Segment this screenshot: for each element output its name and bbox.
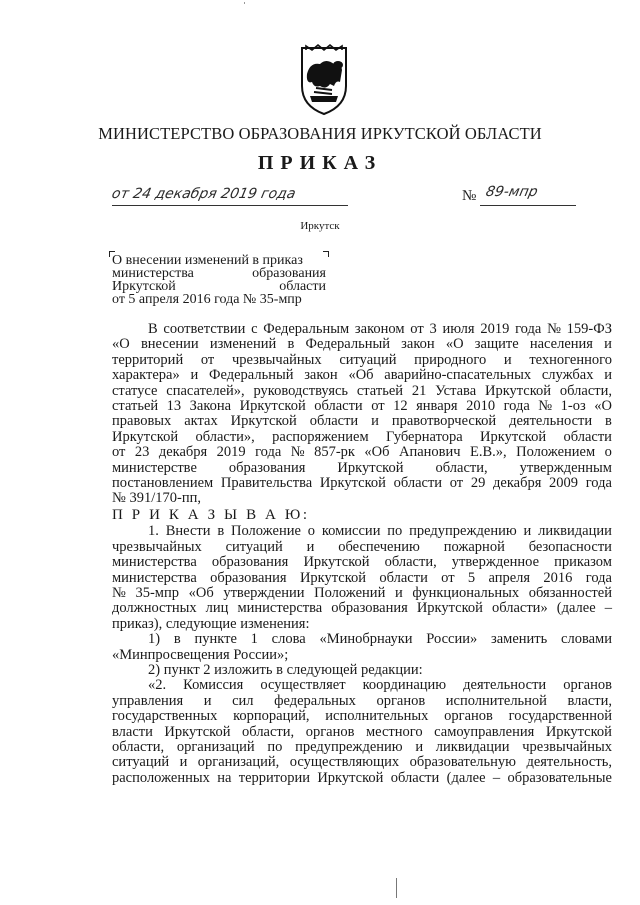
body-line — [112, 384, 612, 399]
body-word: аварийно-спасательных — [384, 367, 532, 384]
body-word: правотворческой — [391, 413, 497, 430]
body-word: образовательные — [507, 769, 612, 786]
body-word: сил — [232, 692, 254, 709]
body-line — [112, 771, 612, 786]
body-word: утвержденное — [451, 554, 540, 571]
body-word: области — [563, 428, 612, 445]
body-word: предупреждению — [295, 738, 403, 755]
body-word: территории — [238, 769, 310, 786]
body-word: – — [604, 600, 612, 617]
body-word: 2010 — [466, 398, 496, 415]
body-word: области, — [384, 554, 437, 571]
body-word: расположенных — [112, 769, 210, 786]
body-line — [112, 740, 612, 755]
body-word: Закона — [189, 398, 232, 415]
body-word: государственной — [508, 708, 612, 725]
body-word: Иркутской — [337, 459, 404, 476]
body-line — [112, 430, 612, 445]
body-word: Иркутской — [239, 398, 306, 415]
body-word: соответствии — [163, 321, 246, 337]
body-word: чрезвычайных — [112, 538, 202, 555]
body-word: утвержденным — [519, 459, 612, 476]
body-line — [112, 445, 612, 460]
body-word: образования — [331, 600, 408, 617]
body-word: органов — [305, 723, 355, 740]
body-word: статьей — [112, 398, 159, 415]
body-word: 3 — [429, 321, 437, 337]
body-word: и — [415, 738, 424, 755]
body-word: области — [393, 475, 443, 492]
body-word: осуществляет — [260, 677, 346, 694]
body-word: (далее — [556, 600, 596, 617]
body-word: Иркутской — [303, 554, 370, 571]
body-word: утверждении — [223, 584, 305, 601]
body-word: 1 — [250, 631, 258, 648]
body-line — [112, 586, 612, 601]
body-word: на — [217, 769, 232, 786]
body-word: координацию — [362, 677, 447, 694]
city-name: Иркутск — [300, 220, 340, 232]
body-word: территорий — [112, 351, 184, 368]
body-word: области», — [195, 428, 255, 445]
body-word: Иркутской — [164, 723, 231, 740]
body-word: и — [190, 367, 199, 384]
body-word: законом — [354, 321, 405, 337]
body-line — [112, 709, 612, 724]
body-word: декабря — [493, 475, 542, 492]
body-word: года — [515, 321, 542, 337]
number-label: № — [462, 188, 477, 204]
body-word: руководствуясь — [253, 382, 349, 399]
body-line — [112, 571, 612, 586]
body-line — [112, 491, 612, 506]
handwritten-date: от 24 декабря 2019 года — [110, 186, 298, 202]
body-word: в — [605, 413, 612, 430]
body-word: пожарной — [443, 538, 505, 555]
body-line — [112, 476, 612, 491]
body-line — [112, 617, 612, 632]
body-word: по — [267, 738, 283, 755]
body-word: Иркутской — [299, 569, 367, 586]
body-word: и — [503, 351, 512, 368]
body-word: года — [585, 475, 612, 492]
body-line — [112, 399, 612, 414]
body-word: техногенного — [529, 351, 612, 368]
body-word: по — [387, 523, 403, 540]
body-line — [112, 353, 612, 368]
body-word: № — [547, 321, 561, 337]
body-word: Правительства — [220, 475, 313, 492]
body-word: органов — [563, 677, 612, 694]
body-word: закон — [304, 367, 338, 384]
body-word: от — [200, 351, 215, 368]
body-word: статьей — [356, 382, 404, 399]
body-word: актах — [184, 413, 218, 430]
body-word: области — [379, 569, 428, 586]
body-word: области — [309, 413, 359, 430]
body-word: должностных — [112, 600, 197, 617]
body-word: от — [371, 398, 385, 415]
body-line — [112, 461, 612, 476]
body-word: министерстве — [112, 459, 197, 476]
body-word: власти — [112, 723, 153, 740]
order-body — [112, 322, 612, 786]
body-word: 1) — [148, 631, 161, 648]
body-word: Иркутской — [112, 428, 179, 445]
body-line — [112, 337, 612, 352]
body-word: Федеральный — [305, 336, 390, 353]
body-word: России» — [426, 631, 478, 648]
body-word: населения — [529, 336, 593, 353]
body-word: органов — [376, 692, 426, 709]
body-word: от — [112, 444, 126, 461]
body-word: Иркутской — [319, 475, 386, 492]
body-word: функциональных — [412, 584, 520, 601]
body-word: года — [255, 444, 282, 461]
body-word: Е.В.», — [470, 444, 507, 461]
body-word: чрезвычайных — [522, 738, 612, 755]
body-word: Иркутской — [230, 413, 297, 430]
body-word: ликвидации — [538, 523, 612, 540]
body-word: Иркутской — [317, 769, 384, 786]
body-line — [112, 524, 612, 539]
body-line — [112, 322, 612, 337]
body-word: закон — [401, 336, 435, 353]
body-word: чрезвычайных — [231, 351, 322, 368]
body-word: министерства — [112, 569, 197, 586]
body-line — [112, 755, 612, 770]
body-word: Положение — [231, 523, 301, 540]
body-word: Комиссия — [183, 677, 244, 694]
body-word: области, — [559, 382, 612, 399]
body-word: ситуаций — [112, 754, 170, 771]
body-word: заменить — [491, 631, 548, 648]
number-field — [480, 184, 576, 210]
body-word: и — [523, 523, 532, 540]
body-word: Федеральный — [209, 367, 294, 384]
scan-mark — [396, 878, 397, 898]
body-word: 1-оз — [560, 398, 586, 415]
body-word: от — [449, 475, 464, 492]
body-word: Внести — [165, 523, 211, 540]
body-word: управления — [112, 692, 184, 709]
body-word: года — [503, 398, 530, 415]
body-word: (далее — [446, 769, 486, 786]
body-word: области, — [242, 723, 295, 740]
handwritten-number: 89-мпр — [484, 184, 540, 200]
number-underline — [480, 205, 576, 206]
body-line — [112, 601, 612, 616]
body-word: осуществляющих — [289, 754, 400, 771]
body-word: исполнительных — [325, 708, 429, 725]
body-word: изменений — [209, 336, 277, 353]
body-word: 2019 — [216, 444, 246, 461]
body-line-text: «Минпросвещения России»; — [112, 646, 289, 663]
body-word: и — [306, 538, 315, 555]
body-line-text: приказ), следующие изменения: — [112, 615, 310, 632]
coat-of-arms-icon — [292, 40, 356, 116]
date-underline — [112, 205, 348, 206]
body-word: апреля — [488, 569, 531, 586]
body-word: области, — [435, 459, 488, 476]
body-line — [112, 725, 612, 740]
body-word: 5 — [467, 569, 476, 586]
body-word: спасателей», — [166, 382, 245, 399]
body-word: «О — [445, 336, 464, 353]
body-word: образования — [211, 554, 289, 571]
body-word: Иркутской — [484, 382, 552, 399]
body-word: пункте — [194, 631, 237, 648]
body-word: и — [179, 754, 188, 771]
body-word: корпораций, — [233, 708, 310, 725]
body-word: власти, — [567, 692, 612, 709]
body-word: правовых — [112, 413, 172, 430]
body-word: Устава — [435, 382, 477, 399]
body-word: Положением — [516, 444, 596, 461]
subject-line: Иркутской области — [112, 279, 326, 294]
body-word: и — [604, 367, 612, 384]
body-word: в — [217, 523, 225, 540]
body-word: постановлением — [112, 475, 214, 492]
body-word: – — [492, 769, 501, 786]
body-word: образования — [210, 569, 287, 586]
body-word: деятельность, — [526, 754, 612, 771]
body-line-text: 2) пункт 2 изложить в следующей редакции: — [148, 661, 423, 678]
body-line — [112, 508, 612, 523]
body-word: декабря — [158, 444, 208, 461]
scan-speck — [244, 2, 245, 4]
body-word: года — [585, 569, 612, 586]
body-word: с — [251, 321, 258, 337]
body-line — [112, 368, 612, 383]
body-word: «О — [112, 336, 130, 353]
body-line — [112, 540, 612, 555]
body-word: 857-рк — [314, 444, 355, 461]
subject-line: О внесении изменений в приказ — [112, 253, 303, 268]
body-word: № — [538, 398, 553, 415]
body-word: 12 — [393, 398, 408, 415]
body-word: 35-мпр — [135, 584, 179, 601]
body-word: приказом — [554, 554, 612, 571]
body-word: «Об — [348, 367, 374, 384]
body-line — [112, 632, 612, 647]
body-word: области — [314, 398, 363, 415]
body-line-text: П Р И К А З Ы В А Ю: — [112, 506, 310, 523]
body-word: Губернатора — [385, 428, 463, 445]
body-word: 23 — [134, 444, 150, 461]
body-word: области — [390, 769, 440, 786]
body-word: характера» — [112, 367, 180, 384]
body-word: области, — [112, 738, 165, 755]
ministry-name: МИНИСТЕРСТВО ОБРАЗОВАНИЯ ИРКУТСКОЙ ОБЛАСТИ — [98, 124, 542, 143]
body-word: ситуаций — [225, 538, 283, 555]
body-word: обеспечению — [338, 538, 420, 555]
body-word: предупреждению — [409, 523, 517, 540]
body-word: Федеральным — [263, 321, 350, 337]
body-word: от — [410, 321, 424, 337]
body-word: 2009 — [549, 475, 579, 492]
body-word: Апанович — [398, 444, 461, 461]
body-word: 13 — [166, 398, 182, 415]
body-line — [112, 555, 612, 570]
body-word: лиц — [205, 600, 229, 617]
body-word: местного — [366, 723, 423, 740]
body-line — [112, 663, 612, 678]
body-word: № — [112, 584, 126, 601]
subject-line: министерства образования — [112, 266, 326, 281]
body-word: от — [441, 569, 455, 586]
body-word: «Минобрнауки — [319, 631, 413, 648]
body-word: организаций, — [197, 754, 280, 771]
body-word: № — [290, 444, 305, 461]
body-word: службах — [541, 367, 594, 384]
body-word: государственных — [112, 708, 218, 725]
body-word: министерства — [112, 554, 197, 571]
body-word: в — [173, 631, 181, 648]
body-word: статусе — [112, 382, 158, 399]
body-word: «О — [594, 398, 612, 415]
body-word: федеральных — [274, 692, 356, 709]
body-word: «Об — [364, 444, 390, 461]
body-word: 1. — [148, 523, 159, 540]
body-word: организаций — [176, 738, 255, 755]
body-word: обязанностей — [528, 584, 612, 601]
body-word: комиссии — [321, 523, 381, 540]
body-word: области» — [491, 600, 548, 617]
body-word: июля — [442, 321, 475, 337]
body-word: Иркутской — [545, 723, 612, 740]
body-word: «Об — [188, 584, 214, 601]
body-word: самоуправления — [434, 723, 535, 740]
subject-line: от 5 апреля 2016 года № 35-мпр — [112, 292, 302, 307]
body-word: и — [604, 336, 612, 353]
body-word: в — [287, 336, 295, 353]
body-word: безопасности — [528, 538, 612, 555]
body-word: деятельности — [509, 413, 593, 430]
body-word: образовательную — [409, 754, 516, 771]
body-word: января — [416, 398, 458, 415]
body-word: слова — [271, 631, 306, 648]
body-line — [112, 414, 612, 429]
body-word: 159-ФЗ — [566, 321, 612, 337]
body-word: природного — [414, 351, 487, 368]
order-subject — [112, 254, 326, 306]
body-word: министерства — [237, 600, 323, 617]
body-word: исполнительной — [445, 692, 547, 709]
body-word: словами — [561, 631, 612, 648]
body-word: защите — [474, 336, 519, 353]
body-word: и — [371, 413, 379, 430]
body-line-text: № 391/170-пп, — [112, 490, 201, 507]
body-line — [112, 694, 612, 709]
body-word: 2019 — [480, 321, 510, 337]
body-word: 2016 — [543, 569, 573, 586]
body-word: Иркутской — [480, 428, 547, 445]
body-word: органов — [444, 708, 493, 725]
body-word: о — [604, 444, 612, 461]
body-word: и — [394, 584, 403, 601]
body-word: ситуаций — [339, 351, 397, 368]
document-type: ПРИКАЗ — [257, 152, 383, 174]
body-word: и — [203, 692, 212, 709]
body-word: ликвидации — [435, 738, 510, 755]
body-word: распоряжением — [272, 428, 369, 445]
body-word: деятельности — [463, 677, 547, 694]
body-word: В — [148, 321, 158, 337]
body-line — [112, 648, 612, 663]
body-word: образования — [228, 459, 306, 476]
body-word: внесении — [140, 336, 199, 353]
body-word: Иркутской — [416, 600, 483, 617]
body-word: о — [307, 523, 315, 540]
body-line — [112, 678, 612, 693]
date-field — [112, 184, 348, 210]
body-word: «2. — [148, 677, 167, 694]
body-word: 29 — [470, 475, 486, 492]
body-word: Положений — [314, 584, 386, 601]
body-word: 21 — [411, 382, 427, 399]
